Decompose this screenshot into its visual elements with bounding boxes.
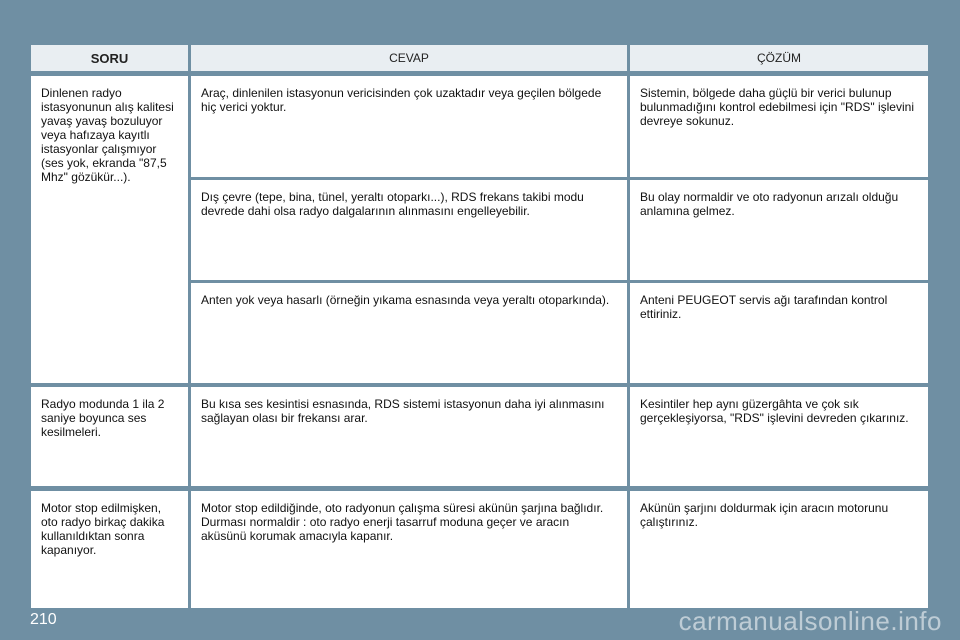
answer-line: Durması normaldir : oto radyo enerji tasarruf moduna geçer ve aracın aküsünü korumak amacıyla kapanır. — [201, 515, 570, 543]
question-cell: Motor stop edilmişken, oto radyo birkaç dakika kullanıldıktan sonra kapanıyor. — [31, 491, 188, 608]
header-question: SORU — [31, 45, 188, 71]
answer-cell — [191, 491, 627, 608]
page-number: 210 — [30, 611, 57, 628]
header-solution: ÇÖZÜM — [630, 45, 928, 71]
watermark: carmanualsonline.info — [678, 606, 942, 636]
solution-cell: Sistemin, bölgede daha güçlü bir verici bulunup bulunmadığını kontrol edebilmesi için "RDS" işlevini devreye sokunuz. — [630, 76, 928, 177]
answer-line: Motor stop edildiğinde, oto radyonun çalışma süresi akünün şarjına bağlıdır. — [201, 501, 604, 515]
answer-cell: Dış çevre (tepe, bina, tünel, yeraltı otoparkı...), RDS frekans takibi modu devrede dahi olsa radyo dalgalarının alınmasını engelleyebilir. — [191, 180, 627, 280]
solution-cell: Bu olay normaldir ve oto radyonun arızalı olduğu anlamına gelmez. — [630, 180, 928, 280]
answer-cell: Anten yok veya hasarlı (örneğin yıkama esnasında veya yeraltı otoparkında). — [191, 283, 627, 383]
solution-cell: Kesintiler hep aynı güzergâhta ve çok sık gerçekleşiyorsa, "RDS" işlevini devreden çıkarınız. — [630, 387, 928, 486]
header-answer: CEVAP — [191, 45, 627, 71]
answer-cell: Araç, dinlenilen istasyonun vericisinden çok uzaktadır veya geçilen bölgede hiç verici yoktur. — [191, 76, 627, 177]
question-cell: Radyo modunda 1 ila 2 saniye boyunca ses kesilmeleri. — [31, 387, 188, 486]
answer-cell: Bu kısa ses kesintisi esnasında, RDS sistemi istasyonun daha iyi alınmasını sağlayan olası bir frekansı arar. — [191, 387, 627, 486]
solution-cell: Anteni PEUGEOT servis ağı tarafından kontrol ettiriniz. — [630, 283, 928, 383]
question-cell: Dinlenen radyo istasyonunun alış kalitesi yavaş yavaş bozuluyor veya hafızaya kayıtlı istasyonlar çalışmıyor (ses yok, ekranda "87,5 Mhz" gözükür...). — [31, 76, 188, 383]
solution-cell: Akünün şarjını doldurmak için aracın motorunu çalıştırınız. — [630, 491, 928, 608]
